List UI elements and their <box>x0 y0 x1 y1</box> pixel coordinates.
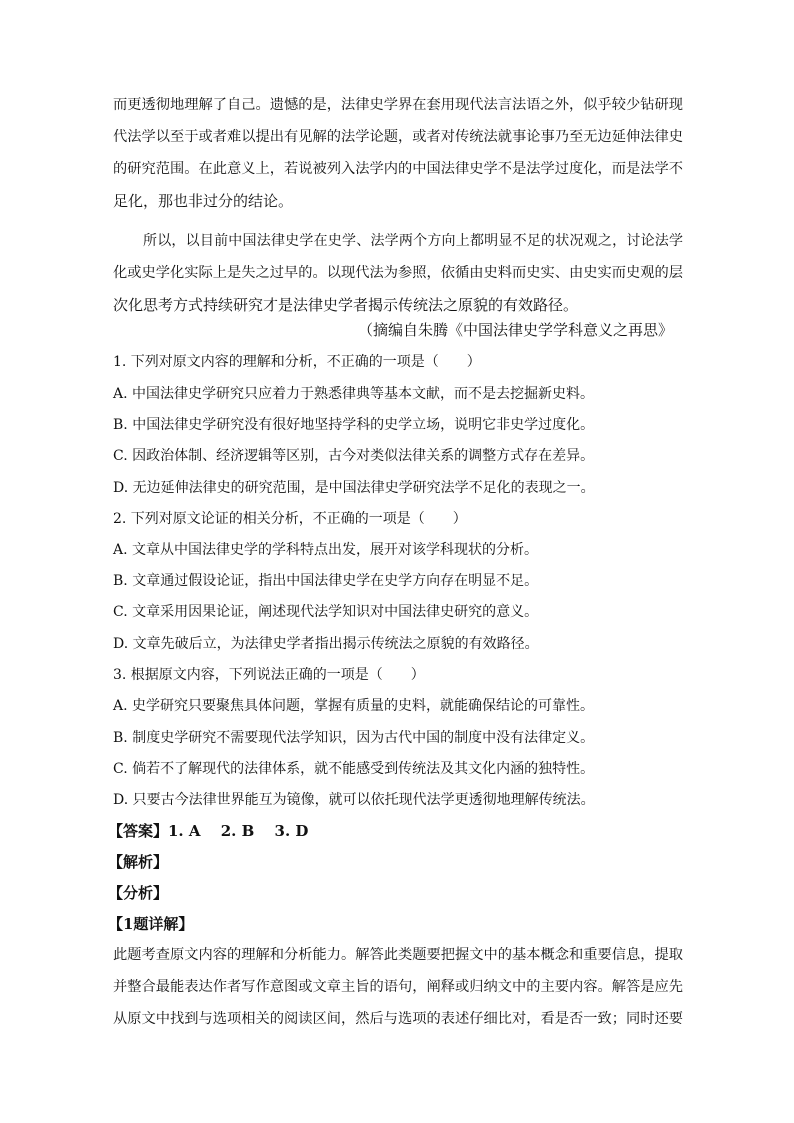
question-option: B. 文章通过假设论证，指出中国法律史学在史学方向存在明显不足。 <box>113 573 539 589</box>
question-option: A. 史学研究只要聚焦具体问题，掌握有质量的史料，就能确保结论的可靠性。 <box>113 698 595 714</box>
passage-line: 的研究范围。在此意义上，若说被列入法学内的中国法律史学不是法学过度化，而是法学不 <box>113 161 684 177</box>
question-option: B. 制度史学研究不需要现代法学知识，因为古代中国的制度中没有法律定义。 <box>113 730 595 746</box>
passage-line: 足化，那也非过分的结论。 <box>113 192 294 210</box>
fenxi-heading: 【分析】 <box>108 884 169 902</box>
question-option: B. 中国法律史学研究没有很好地坚持学科的史学立场，说明它非史学过度化。 <box>113 417 595 433</box>
passage-source: （摘编自朱腾《中国法律史学学科意义之再思》 <box>357 321 673 339</box>
passage-line: 次化思考方式持续研究才是法律史学者揭示传统法之原貌的有效路径。 <box>113 296 579 314</box>
passage-line: 而更透彻地理解了自己。遗憾的是，法律史学界在套用现代法言法语之外，似乎较少钻研现 <box>113 97 684 113</box>
explanation-line: 此题考查原文内容的理解和分析能力。解答此类题要把握文中的基本概念和重要信息，提取 <box>113 947 684 963</box>
explanation-line: 从原文中找到与选项相关的阅读区间，然后与选项的表述仔细比对，看是否一致；同时还要 <box>113 1011 684 1027</box>
question-stem: 1. 下列对原文内容的理解和分析，不正确的一项是（ ） <box>113 354 481 370</box>
question-stem: 3. 根据原文内容，下列说法正确的一项是（ ） <box>113 667 425 683</box>
analysis-heading: 【解析】 <box>108 853 169 871</box>
question-option: A. 文章从中国法律史学的学科特点出发，展开对该学科现状的分析。 <box>113 542 539 558</box>
q1-detail-heading: 【1题详解】 <box>108 915 194 933</box>
question-option: C. 倘若不了解现代的法律体系，就不能感受到传统法及其文化内涵的独特性。 <box>113 761 595 777</box>
question-stem: 2. 下列对原文论证的相关分析，不正确的一项是（ ） <box>113 511 467 527</box>
answer-line: 【答案】1. A 2. B 3. D <box>108 822 309 840</box>
question-option: A. 中国法律史学研究只应着力于熟悉律典等基本文献，而不是去挖掘新史料。 <box>113 386 595 402</box>
passage-line: 化或史学化实际上是失之过早的。以现代法为参照，依循由史料而史实、由史实而史观的层 <box>113 265 684 281</box>
question-option: D. 文章先破后立，为法律史学者指出揭示传统法之原貌的有效路径。 <box>113 636 539 652</box>
passage-line: 代法学以至于或者难以提出有见解的法学论题，或者对传统法就事论事乃至无边延伸法律史 <box>113 129 684 145</box>
passage-line: 所以，以目前中国法律史学在史学、法学两个方向上都明显不足的状况观之，讨论法学 <box>143 233 683 249</box>
explanation-line: 并整合最能表达作者写作意图或文章主旨的语句，阐释或归纳文中的主要内容。解答是应先 <box>113 979 684 995</box>
question-option: C. 文章采用因果论证，阐述现代法学知识对中国法律史研究的意义。 <box>113 604 539 620</box>
question-option: C. 因政治体制、经济逻辑等区别，古今对类似法律关系的调整方式存在差异。 <box>113 448 595 464</box>
question-option: D. 无边延伸法律史的研究范围，是中国法律史学研究法学不足化的表现之一。 <box>113 480 595 496</box>
question-option: D. 只要古今法律世界能互为镜像，就可以依托现代法学更透彻地理解传统法。 <box>113 792 595 808</box>
